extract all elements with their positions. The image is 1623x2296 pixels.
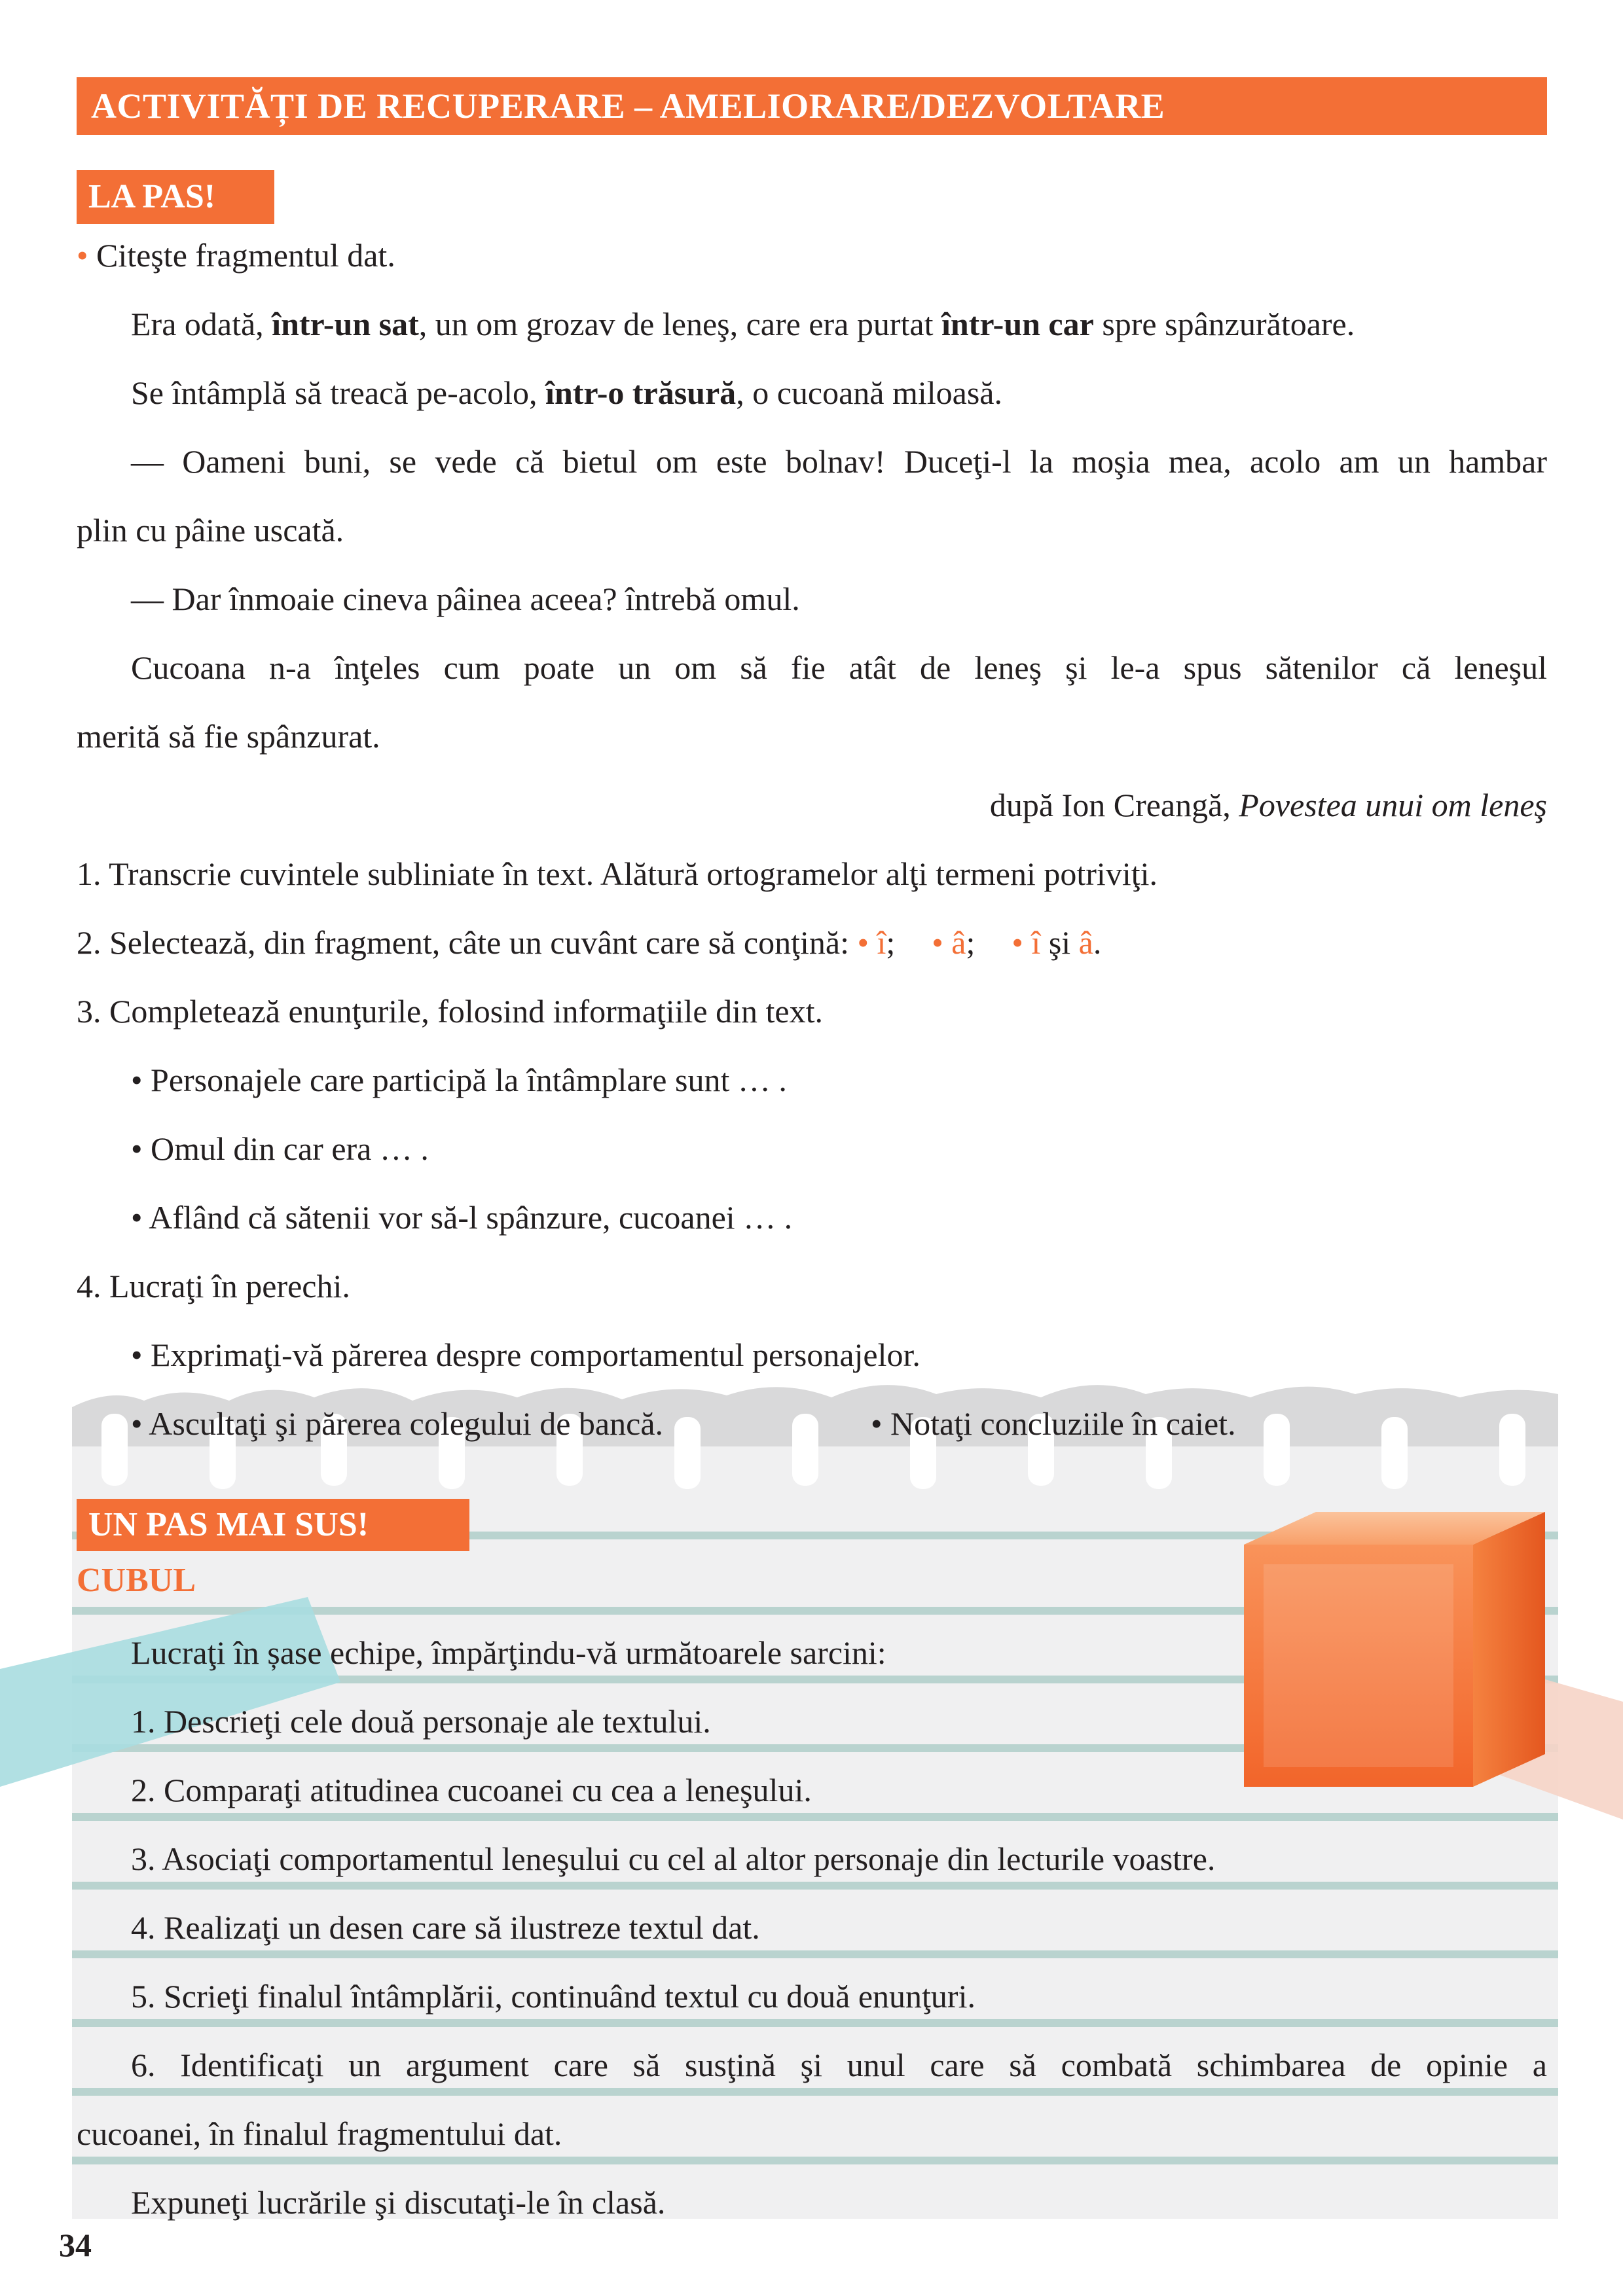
question-4: 4. Lucraţi în perechi. bbox=[77, 1268, 350, 1304]
question-4-item-1: • Exprimaţi-vă părerea despre comportamentul personajelor. bbox=[131, 1336, 921, 1373]
question-2 bbox=[77, 923, 1101, 962]
text-run: , o cucoană miloasă. bbox=[736, 374, 1002, 411]
option-i: • î bbox=[857, 924, 886, 961]
option-i-and-a: • î bbox=[1012, 924, 1041, 961]
bullet: • bbox=[77, 237, 88, 274]
teal-ribbon-icon bbox=[0, 1597, 340, 1793]
activities-banner: ACTIVITĂȚI DE RECUPERARE – AMELIORARE/DEZVOLTARE bbox=[77, 77, 1547, 135]
fragment-paragraph-5-line1: Cucoana n-a înţeles cum poate un om să fie atât de leneş şi le-a spus sătenilor că leneşul bbox=[131, 649, 1547, 686]
question-1: 1. Transcrie cuvintele subliniate în text. Alătură ortogramelor alţi termeni potriviţi. bbox=[77, 855, 1158, 892]
fragment-paragraph-1 bbox=[131, 304, 1355, 344]
question-3-item-2: • Omul din car era … . bbox=[131, 1130, 429, 1167]
cubul-title: CUBUL bbox=[77, 1562, 196, 1599]
source-author: după Ion Creangă, bbox=[989, 787, 1239, 823]
question-4-item-3: • Notaţi concluziile în caiet. bbox=[871, 1405, 1236, 1442]
source-title: Povestea unui om leneş bbox=[1239, 787, 1547, 823]
separator: ; bbox=[966, 924, 976, 961]
text-run: Se întâmplă să treacă pe-acolo, bbox=[131, 374, 546, 411]
task-1: 1. Descrieţi cele două personaje ale textului. bbox=[131, 1703, 711, 1740]
closing-instruction: Expuneţi lucrările şi discutaţi-le în clasă. bbox=[131, 2184, 666, 2221]
text-run: , un om grozav de leneş, care era purtat bbox=[418, 306, 941, 342]
fragment-paragraph-3-line1: — Oameni buni, se vede că bietul om este bolnav! Duceţi-l la moşia mea, acolo am un hambar bbox=[131, 443, 1547, 480]
text-run: şi bbox=[1040, 924, 1079, 961]
source-citation bbox=[990, 785, 1547, 825]
underlined-word: într-un car bbox=[941, 306, 1094, 342]
text-run: Era odată, bbox=[131, 306, 272, 342]
task-2: 2. Comparaţi atitudinea cucoanei cu cea a leneşului. bbox=[131, 1772, 812, 1808]
question-4-item-2: • Ascultaţi şi părerea colegului de bancă. bbox=[131, 1405, 664, 1442]
section-tag-un-pas-mai-sus: UN PAS MAI SUS! bbox=[77, 1499, 469, 1551]
instruction-text: Citeşte fragmentul dat. bbox=[96, 237, 395, 274]
task-3: 3. Asociaţi comportamentul leneşului cu cel al altor personaje din lecturile voastre. bbox=[131, 1840, 1216, 1877]
task-5: 5. Scrieţi finalul întâmplării, continuând textul cu două enunţuri. bbox=[131, 1978, 976, 2015]
page-number: 34 bbox=[59, 2227, 92, 2263]
option-a: • â bbox=[932, 924, 966, 961]
task-6-line1: 6. Identificaţi un argument care să susţină şi unul care să combată schimbarea de opinie a bbox=[131, 2047, 1547, 2083]
question-3: 3. Completează enunţurile, folosind informaţiile din text. bbox=[77, 993, 823, 1030]
task-4: 4. Realizaţi un desen care să ilustreze textul dat. bbox=[131, 1909, 760, 1946]
fragment-paragraph-4: — Dar înmoaie cineva pâinea aceea? întrebă omul. bbox=[131, 581, 800, 617]
question-3-item-3: • Aflând că sătenii vor să-l spânzure, cucoanei … . bbox=[131, 1199, 793, 1236]
section-tag-la-pas: LA PAS! bbox=[77, 170, 274, 224]
cubul-intro: Lucraţi în șase echipe, împărţindu-vă următoarele sarcini: bbox=[131, 1634, 886, 1671]
instruction-line bbox=[77, 236, 395, 275]
fragment-paragraph-5-line2: merită să fie spânzurat. bbox=[77, 718, 380, 755]
underlined-word: într-un sat bbox=[272, 306, 419, 342]
orange-cube-icon bbox=[1237, 1505, 1552, 1820]
task-6-line2: cucoanei, în finalul fragmentului dat. bbox=[77, 2115, 562, 2152]
text-run: spre spânzurătoare. bbox=[1093, 306, 1355, 342]
separator: ; bbox=[886, 924, 896, 961]
question-3-item-1: • Personajele care participă la întâmplare sunt … . bbox=[131, 1062, 787, 1098]
fragment-paragraph-3-line2: plin cu pâine uscată. bbox=[77, 512, 344, 548]
text-run: 2. Selectează, din fragment, câte un cuvânt care să conţină: bbox=[77, 924, 858, 961]
fragment-paragraph-2 bbox=[131, 373, 1002, 412]
underlined-word: într-o trăsură bbox=[545, 374, 737, 411]
option-a-letter: â bbox=[1078, 924, 1093, 961]
text-run: . bbox=[1093, 924, 1102, 961]
